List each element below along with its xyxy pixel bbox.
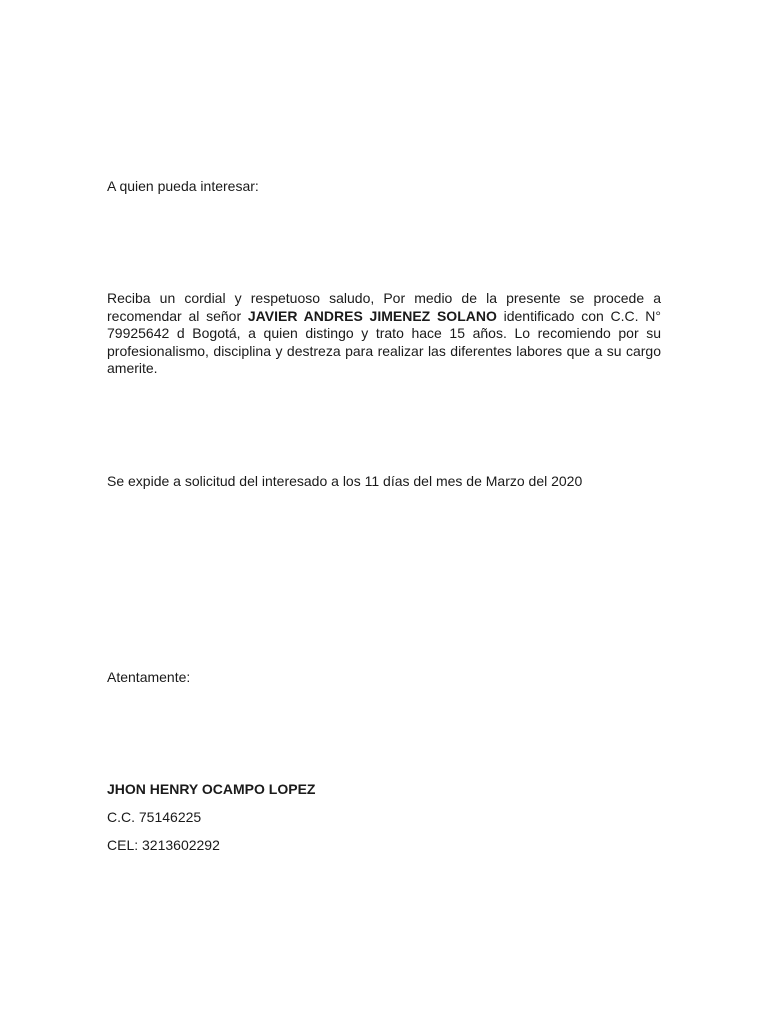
paragraph-text-details: identificado con C.C. N° 79925642 d Bogotá, a quien distingo y trato hace 15 años. Lo recomiendo por su profesionalismo, disciplina y destreza para realizar las diferentes labores que a su cargo amerite. <box>107 307 661 376</box>
recommendation-paragraph <box>107 290 661 378</box>
paragraph-text-intro: Reciba un cordial y respetuoso saludo, Por medio de la presente se procede a recomendar al señor <box>107 290 661 324</box>
signer-name: JHON HENRY OCAMPO LOPEZ <box>107 781 316 797</box>
signer-phone: CEL: 3213602292 <box>107 837 220 853</box>
signer-id-number: C.C. 75146225 <box>107 809 202 825</box>
expedition-statement: Se expide a solicitud del interesado a los 11 días del mes de Marzo del 2020 <box>107 473 583 489</box>
closing-phrase: Atentamente: <box>107 669 191 685</box>
recommended-person-name: JAVIER ANDRES JIMENEZ SOLANO <box>247 307 497 324</box>
salutation: A quien pueda interesar: <box>107 178 259 194</box>
